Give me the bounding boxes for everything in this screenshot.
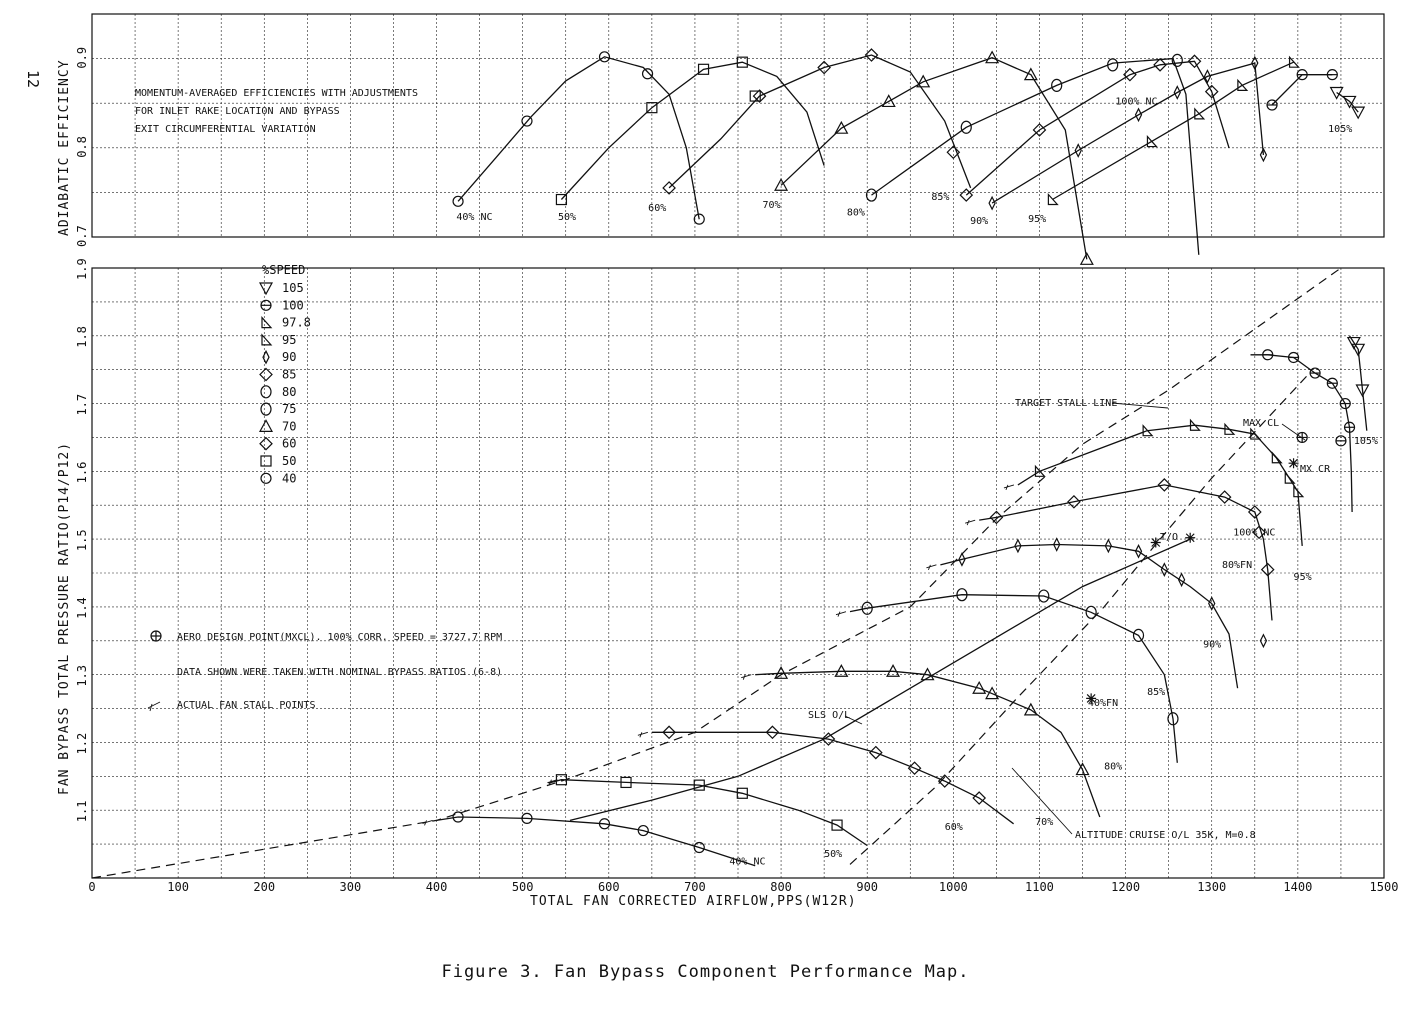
x-tick-label: 1300 [1197,880,1227,894]
pressure-y-tick: 1.1 [75,800,89,823]
legend-label: 80 [282,384,297,399]
pressure-curve [549,780,868,846]
altitude-cruise-label: ALTITUDE CRUISE O/L 35K, M=0.8 [1075,830,1256,841]
operating-point-star [1289,458,1299,468]
target-stall-line-label: TARGET STALL LINE [1015,398,1118,409]
max-cr-label: MX CR [1300,464,1331,475]
stall-point-mark [926,565,936,570]
legend-marker [262,318,271,328]
stall-note-symbol [148,702,160,711]
altitude-cruise-line [850,376,1307,864]
efficiency-point [643,69,653,79]
legend-label: 75 [282,402,297,417]
efficiency-curve [1052,62,1293,199]
pressure-point [1285,473,1294,483]
takeoff-label: T/O [1160,532,1179,543]
legend-label: 90 [282,350,297,365]
x-tick-label: 0 [88,880,96,894]
figure-caption: Figure 3. Fan Bypass Component Performance Map. [441,962,970,982]
legend-marker [263,351,269,363]
efficiency-point [1048,195,1057,205]
x-axis-label: TOTAL FAN CORRECTED AIRFLOW,PPS(W12R) [530,894,857,909]
legend-marker [260,283,272,294]
efficiency-y-tick: 0.9 [75,46,89,69]
pressure-ratio-panel [75,258,1398,894]
legend-label: 97.8 [282,315,311,330]
legend-label: 70 [282,419,297,434]
efficiency-speed-label: 85% [931,192,950,204]
x-tick-label: 1500 [1369,880,1399,894]
pressure-speed-label: 60% [944,821,963,833]
speed-legend [260,281,311,485]
pressure-y-tick: 1.5 [75,529,89,552]
pressure-curve [1350,336,1367,431]
efficiency-speed-label: 95% [1028,213,1047,225]
pressure-speed-label: 100% NC [1233,527,1276,539]
x-tick-label: 1100 [1025,880,1054,894]
max-cl-label: MAX CL [1243,418,1280,429]
legend-label: 50 [282,454,297,468]
x-tick-label: 900 [856,880,879,894]
pressure-y-tick: 1.9 [75,258,89,280]
pressure-speed-label: 80% [1104,761,1123,773]
efficiency-point [1147,137,1156,147]
efficiency-y-tick: 0.7 [75,225,89,247]
x-tick-label: 600 [597,880,620,894]
pressure-speed-label: 85% [1147,687,1166,698]
legend-marker [262,335,271,345]
efficiency-speed-label: 90% [970,216,989,228]
legend-marker [261,473,271,483]
pressure-curve [1251,355,1353,512]
pressure-speed-label: 90% [1203,639,1222,651]
x-tick-label: 500 [511,880,534,894]
efficiency-speed-label: 70% [762,200,781,212]
efficiency-speed-label: 80% [846,207,865,219]
legend-marker [261,386,271,398]
efficiency-speed-label: 50% [558,211,577,223]
pressure-y-tick: 1.4 [75,597,89,619]
stall-point-mark [741,675,751,680]
pressure-curve [940,545,1237,689]
efficiency-point [453,196,463,206]
efficiency-point [1352,107,1364,118]
fn40-label: 40%FN [1088,698,1119,709]
legend-label: 100 [282,298,304,313]
pressure-curve [755,671,1100,817]
efficiency-curve [872,59,1199,255]
legend-label: 105 [282,281,304,295]
pressure-y-tick: 1.8 [75,326,89,348]
efficiency-curve [458,57,699,219]
x-tick-label: 100 [167,880,189,894]
efficiency-panel [75,14,1384,264]
pressure-y-tick: 1.6 [75,461,89,484]
pressure-y-tick: 1.7 [75,393,89,416]
stall-points-note: ACTUAL FAN STALL POINTS [177,700,316,711]
efficiency-point [1238,80,1247,90]
legend-marker [260,369,272,381]
efficiency-point [1195,109,1204,119]
pressure-y-tick: 1.3 [75,664,89,687]
x-tick-label: 1200 [1111,880,1141,894]
efficiency-curve [966,61,1229,195]
legend-marker [260,438,272,450]
pressure-speed-label: 95% [1293,571,1312,583]
legend-marker [261,456,271,466]
pressure-speed-label: 40% NC [729,856,766,868]
efficiency-axis-label: ADIABATIC EFFICIENCY [57,59,72,236]
efficiency-note-2: FOR INLET RAKE LOCATION AND BYPASS [135,106,340,117]
efficiency-speed-label: 105% [1328,124,1353,136]
page-number: 12 [24,70,42,89]
x-tick-label: 400 [425,880,448,894]
pressure-speed-label: 105% [1353,436,1378,448]
sls-ol-line [570,539,1190,820]
pressure-axis-label: FAN BYPASS TOTAL PRESSURE RATIO(P14/P12) [57,441,72,795]
legend-label: 60 [282,436,297,451]
aero-design-note: AERO DESIGN POINT(MXCL). 100% CORR. SPEED = 3727.7 RPM [177,632,503,643]
efficiency-curve [781,58,1087,260]
pressure-y-tick: 1.2 [75,732,89,755]
pressure-point [1272,453,1281,463]
efficiency-point [989,197,995,209]
x-tick-label: 1000 [938,880,968,894]
efficiency-note-3: EXIT CIRCUMFERENTIAL VARIATION [135,124,316,135]
sls-ol-label: SLS O/L [808,710,851,721]
legend-label: 85 [282,367,297,382]
legend-title: %SPEED [262,263,306,277]
legend-label: 95 [282,332,297,347]
efficiency-curve [992,63,1263,203]
stall-point-mark [1004,485,1014,490]
fn80-label: 80%FN [1222,560,1253,571]
efficiency-y-tick: 0.8 [75,136,89,158]
pressure-speed-label: 70% [1035,817,1054,828]
pressure-curve [850,595,1177,763]
efficiency-curve [669,55,971,188]
x-tick-label: 1400 [1283,880,1313,894]
bypass-ratio-note: DATA SHOWN WERE TAKEN WITH NOMINAL BYPASS RATIOS (6-8) [177,667,503,678]
pressure-curve [437,817,756,866]
x-tick-label: 300 [339,880,362,894]
operating-point-star [1185,533,1195,543]
stall-point-mark [965,520,975,525]
efficiency-speed-label: 60% [648,202,667,214]
efficiency-curve [561,62,824,199]
pressure-speed-label: 50% [824,848,843,860]
efficiency-speed-label: 100% NC [1115,96,1158,108]
legend-marker [260,420,272,431]
legend-marker [261,403,271,415]
stall-point-mark [423,820,433,825]
efficiency-note-1: MOMENTUM-AVERAGED EFFICIENCIES WITH ADJUSTMENTS [135,88,418,99]
stall-point-mark [836,612,846,617]
stall-point-mark [638,732,648,737]
x-tick-label: 200 [253,880,276,894]
efficiency-speed-label: 40% NC [456,211,493,223]
legend-label: 40 [282,471,297,486]
x-tick-label: 700 [684,880,706,894]
x-tick-label: 800 [770,880,792,894]
